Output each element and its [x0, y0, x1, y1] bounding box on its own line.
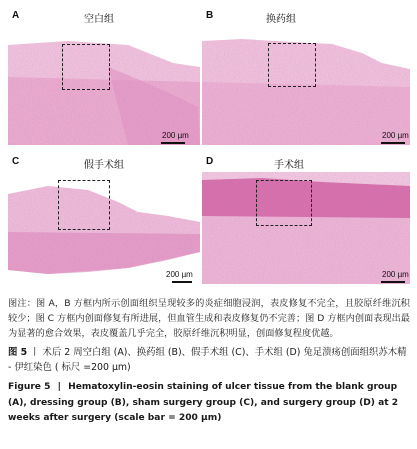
caption-chinese-text: 术后 2 周空白组 (A)、换药组 (B)、假手术组 (C)、手术组 (D) 兔足溃疡创面组织苏木精 - 伊红染色 ( 标尺 =200 µm): [8, 347, 407, 373]
caption-english-label: Figure 5: [8, 382, 51, 392]
panel-a-letter: A: [12, 10, 20, 21]
panel-a-scale-label: 200 µm: [162, 131, 189, 140]
panel-d-scale-bar: [381, 281, 405, 283]
panel-c-scale-label: 200 µm: [166, 270, 193, 279]
panel-b-letter: B: [206, 10, 214, 21]
panel-c-roi-box: [58, 180, 110, 230]
figure-note: 图注：图 A，B 方框内所示创面组织呈现较多的炎症细胞浸润，表皮修复不完全，且胶原纤维沉积较少；图 C 方框内创面修复有所进展，但血管生成和表皮修复仍不完善；图 D 方框内创面表现出最为显著的愈合效果，表皮覆盖几乎完全，胶原纤维沉积明显，创面修复程度优越。: [8, 298, 410, 339]
panel-b-title: 换药组: [266, 14, 296, 25]
caption-chinese-label: 图 5: [8, 347, 28, 358]
panel-b-scale-bar: [381, 142, 405, 144]
panel-d-scale-label: 200 µm: [382, 270, 409, 279]
caption-english-text: Hematoxylin-eosin staining of ulcer tissue from the blank group (A), dressing group (B), sham surgery group (C), and surgery group (D) at 2 weeks after surgery (scale bar = 200 µm): [8, 382, 399, 423]
panel-c-scale-bar: [172, 281, 192, 283]
panel-a-title: 空白组: [84, 14, 114, 25]
panel-b-roi-box: [268, 43, 316, 87]
panel-c-letter: C: [12, 156, 20, 167]
caption-english-separator: |: [57, 382, 61, 392]
panel-a-roi-box: [62, 44, 110, 90]
caption-chinese-separator: 丨: [30, 347, 40, 358]
panel-c-title: 假手术组: [84, 160, 124, 171]
panel-d-roi-box: [256, 180, 312, 226]
panel-a-scale-bar: [161, 142, 185, 144]
caption-english: [8, 380, 413, 427]
panel-d-title: 手术组: [274, 160, 304, 171]
panel-b-scale-label: 200 µm: [382, 131, 409, 140]
panel-d-letter: D: [206, 156, 214, 167]
caption-chinese: [8, 345, 410, 375]
